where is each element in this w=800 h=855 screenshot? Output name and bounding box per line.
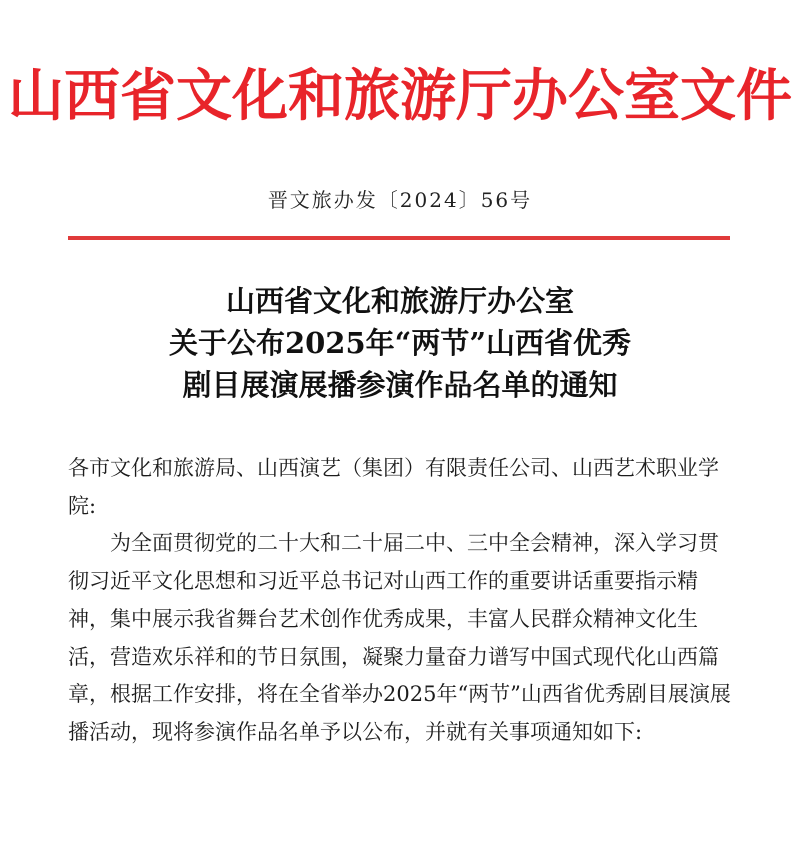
issuer-header: 山西省文化和旅游厅办公室文件 bbox=[8, 64, 792, 129]
notice-body bbox=[68, 450, 738, 752]
document-number: 晋文旅办发〔2024〕56号 bbox=[267, 188, 533, 212]
title-line-2: 关于公布2025年“两节”山西省优秀 bbox=[168, 326, 632, 360]
notice-title bbox=[0, 280, 800, 406]
red-divider-line bbox=[68, 236, 730, 240]
salutation: 各市文化和旅游局、山西演艺（集团）有限责任公司、山西艺术职业学院: bbox=[68, 456, 719, 518]
body-paragraph-1: 为全面贯彻党的二十大和二十届二中、三中全会精神，深入学习贯彻习近平文化思想和习近平总书记对山西工作的重要讲话重要指示精神，集中展示我省舞台艺术创作优秀成果，丰富人民群众精神文化生活，营造欢乐祥和的节日氛围，凝聚力量奋力谱写中国式现代化山西篇章，根据工作安排，将在全省举办2025年“两节”山西省优秀剧目展演展播活动，现将参演作品名单予以公布，并就有关事项通知如下: bbox=[68, 531, 731, 744]
title-line-3: 剧目展演展播参演作品名单的通知 bbox=[182, 368, 618, 402]
title-line-1: 山西省文化和旅游厅办公室 bbox=[225, 284, 574, 318]
